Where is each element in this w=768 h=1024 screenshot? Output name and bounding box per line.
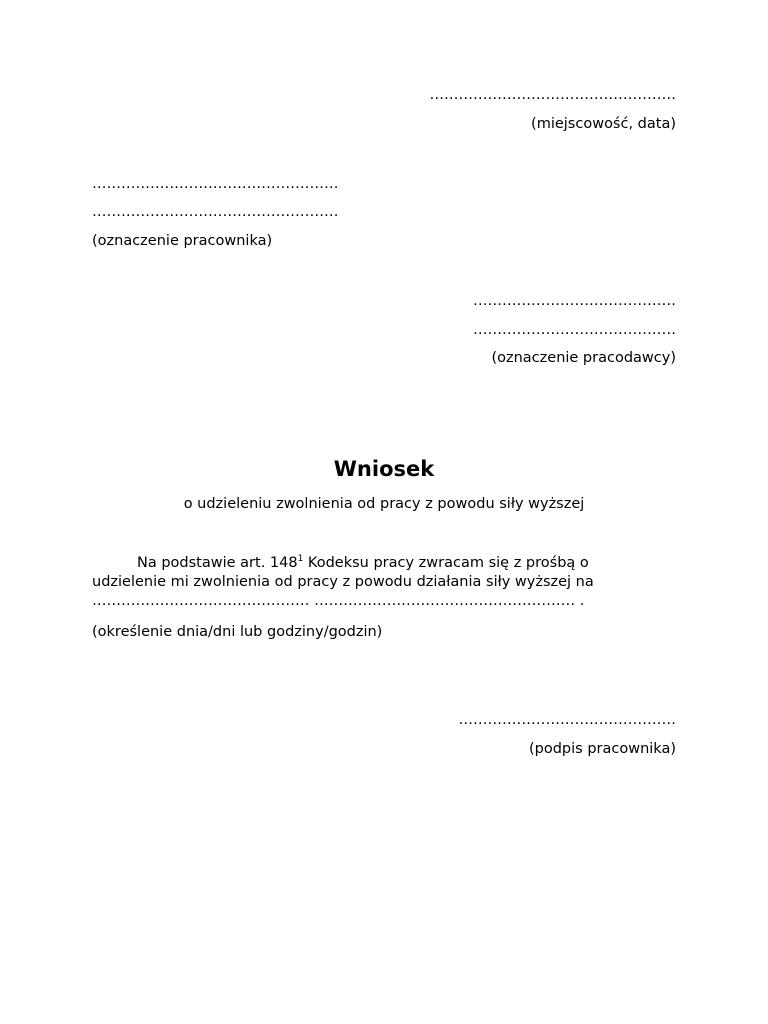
signature-dots: ………………………………………	[458, 712, 676, 728]
employer-line-2: ……………………………………	[473, 322, 676, 338]
article-superscript: 1	[297, 554, 304, 564]
paragraph-line-1-end: Kodeksu pracy zwracam się z prośbą o	[303, 555, 589, 571]
place-date-label: (miejscowość, data)	[531, 116, 676, 132]
employee-label: (oznaczenie pracownika)	[92, 233, 273, 249]
signature-label: (podpis pracownika)	[529, 741, 676, 757]
paragraph-line-1	[92, 554, 682, 573]
employee-line-1: ……………………………………………	[92, 176, 339, 192]
employer-label: (oznaczenie pracodawcy)	[491, 350, 676, 366]
request-paragraph	[92, 554, 682, 611]
document-title: Wniosek	[333, 457, 435, 481]
employee-line-2: ……………………………………………	[92, 204, 339, 220]
paragraph-line-2: udzielenie mi zwolnienia od pracy z powodu działania siły wyższej na	[92, 574, 594, 590]
place-date-dots: ……………………………………………	[429, 87, 676, 103]
document-subtitle: o udzieleniu zwolnienia od pracy z powodu siły wyższej	[183, 496, 585, 512]
paragraph-line-1-start: Na podstawie art. 148	[137, 555, 298, 571]
employer-line-1: ……………………………………	[473, 293, 676, 309]
date-hours-dots: ……………………………………… ……………………………………………… .	[92, 593, 585, 609]
date-hours-hint: (określenie dnia/dni lub godziny/godzin)	[92, 624, 383, 640]
